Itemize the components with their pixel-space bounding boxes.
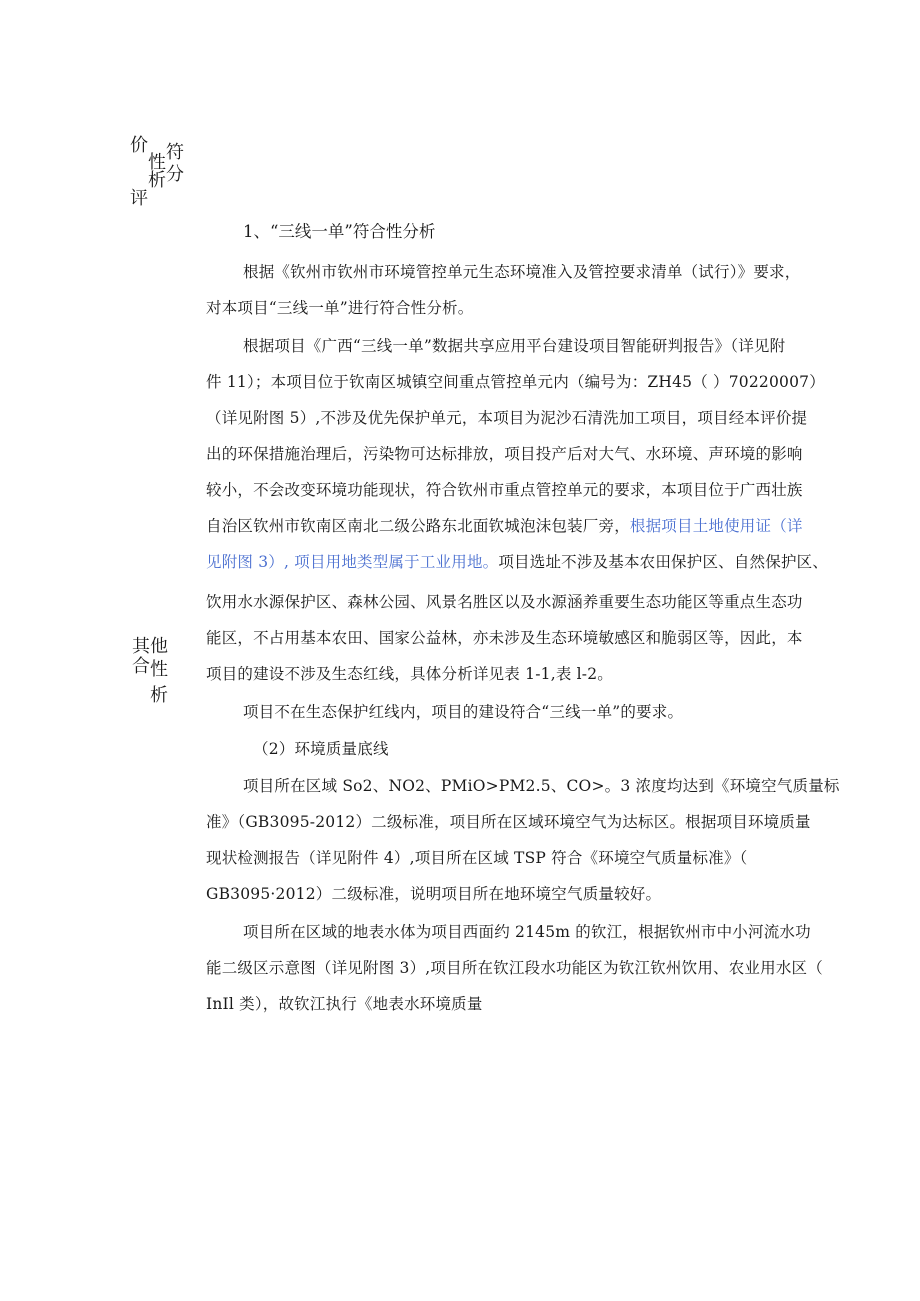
paragraph-line: 项目的建设不涉及生态红线，具体分析详见表 1-1,表 l-2。 <box>206 665 613 683</box>
paragraph-line: （详见附图 5）,不涉及优先保护单元，本项目为泥沙石清洗加工项目，项目经本评价提 <box>206 409 808 427</box>
paragraph-line: 能二级区示意图（详见附图 3）,项目所在钦江段水功能区为钦江钦州饮用、农业用水区（ <box>206 959 823 977</box>
paragraph-line: 较小，不会改变环境功能现状，符合钦州市重点管控单元的要求，本项目位于广西壮族 <box>206 481 803 499</box>
paragraph-line: 能区，不占用基本农田、国家公益林，亦未涉及生态环境敏感区和脆弱区等，因此，本 <box>206 629 803 647</box>
paragraph-line: 根据项目《广西“三线一单”数据共享应用平台建设项目智能研判报告》（详见附 <box>243 337 786 355</box>
side-label-top-4: 评 <box>130 188 148 209</box>
paragraph-line: 项目不在生态保护红线内，项目的建设符合“三线一单”的要求。 <box>243 703 684 721</box>
side-label-top-2: 性 <box>148 152 166 173</box>
side-label-top-5: 符 <box>166 142 184 163</box>
paragraph-line: GB3095·2012）二级标准，说明项目所在地环境空气质量较好。 <box>206 885 662 903</box>
paragraph-line: 准》（GB3095-2012）二级标准，项目所在区域环境空气为达标区。根据项目环境质量 <box>206 813 811 831</box>
paragraph-line: 对本项目“三线一单”进行符合性分析。 <box>206 299 474 317</box>
paragraph-text: 自治区钦州市钦南区南北二级公路东北面钦城泡沫包装厂旁， <box>206 517 630 535</box>
paragraph-line: 现状检测报告（详见附件 4）,项目所在区域 TSP 符合《环境空气质量标准》（ <box>206 849 748 867</box>
paragraph-line <box>206 514 803 536</box>
paragraph-line: 项目所在区域 So2、NO2、PMiO>PM2.5、CO>。3 浓度均达到《环境空气质量标 <box>243 777 840 795</box>
side-label-top-1: 价 <box>130 135 148 156</box>
paragraph-line: 根据《钦州市钦州市环境管控单元生态环境准入及管控要求清单（试行）》要求， <box>243 263 801 281</box>
side-label-top-3: 析 <box>148 170 166 191</box>
paragraph-line: InIl 类），故钦江执行《地表水环境质量 <box>206 995 483 1013</box>
side-label-mid-4: 析 <box>150 685 168 706</box>
side-label-mid-2: 合 <box>132 656 150 677</box>
section-heading: 1、“三线一单”符合性分析 <box>243 222 436 241</box>
sub-heading: （2）环境质量底线 <box>253 740 389 758</box>
side-label-mid-3: 性 <box>150 659 168 680</box>
paragraph-line <box>206 550 828 572</box>
paragraph-line: 出的环保措施治理后，污染物可达标排放，项目投产后对大气、水环境、声环境的影响 <box>206 445 803 463</box>
paragraph-line: 项目所在区域的地表水体为项目西面约 2145m 的钦江，根据钦州市中小河流水功 <box>243 923 811 941</box>
paragraph-text: 项目选址不涉及基本农田保护区、自然保护区、 <box>498 553 829 571</box>
land-use-reference: 见附图 3）, 项目用地类型属于工业用地。 <box>206 553 499 571</box>
side-label-mid-1: 其他 <box>132 636 168 657</box>
land-certificate-reference: 根据项目土地使用证（详 <box>629 517 803 535</box>
paragraph-line: 饮用水水源保护区、森林公园、风景名胜区以及水源涵养重要生态功能区等重点生态功 <box>206 593 803 611</box>
paragraph-line: 件 11）；本项目位于钦南区城镇空间重点管控单元内（编号为：ZH45（ ）70220007） <box>206 373 825 391</box>
side-label-top-6: 分 <box>166 164 184 185</box>
